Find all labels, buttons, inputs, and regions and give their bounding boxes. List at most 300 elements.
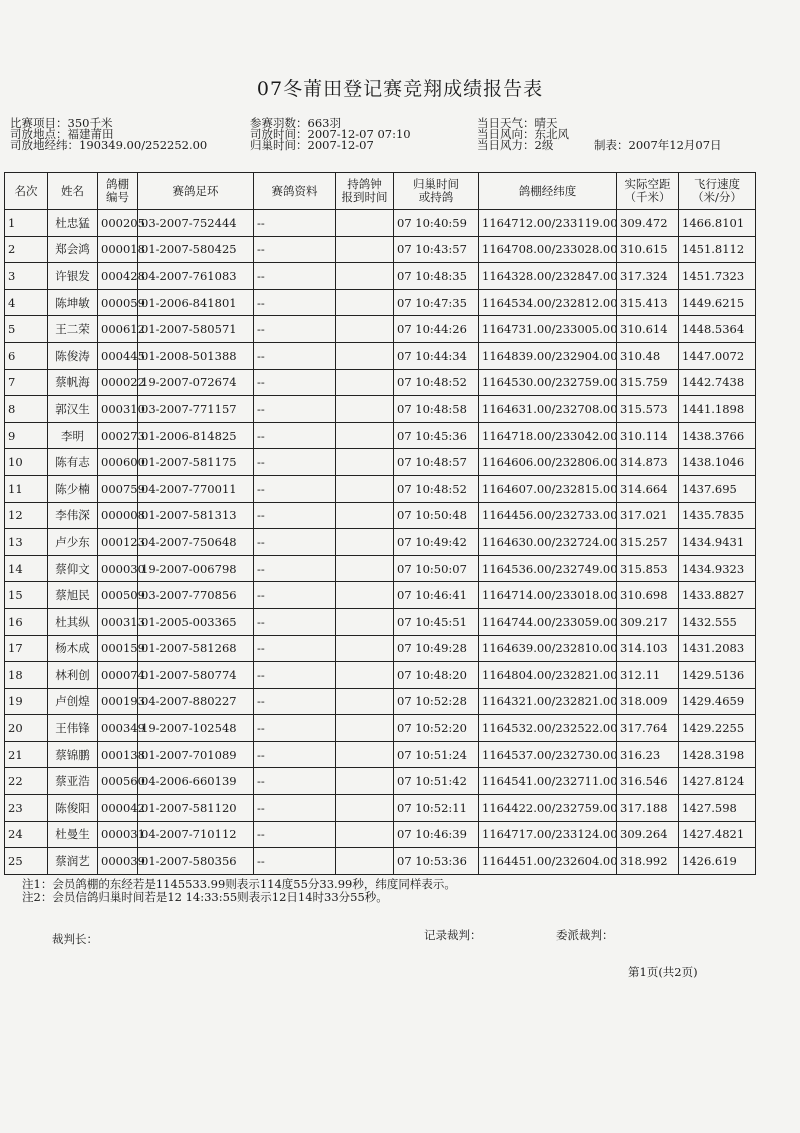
cell-clock (336, 342, 394, 369)
table-row (5, 475, 756, 502)
cell-arrival: 07 10:48:57 (394, 449, 479, 476)
cell-coords: 1164607.00/232815.00 (479, 475, 617, 502)
cell-dist: 309.217 (617, 608, 679, 635)
cell-clock (336, 369, 394, 396)
cell-loft: 000074 (98, 662, 138, 689)
cell-info: -- (254, 210, 336, 237)
cell-info: -- (254, 316, 336, 343)
table-row (5, 795, 756, 822)
table-row (5, 263, 756, 290)
cell-clock (336, 821, 394, 848)
cell-coords: 1164536.00/232749.00 (479, 555, 617, 582)
cell-speed: 1441.1898 (679, 396, 756, 423)
header-info: 赛鸽资料 (254, 173, 336, 210)
cell-clock (336, 316, 394, 343)
cell-name: 蔡仰文 (48, 555, 98, 582)
cell-name: 郭汉生 (48, 396, 98, 423)
cell-name: 蔡润艺 (48, 848, 98, 875)
cell-rank: 10 (5, 449, 48, 476)
cell-dist: 312.11 (617, 662, 679, 689)
cell-name: 杜曼生 (48, 821, 98, 848)
cell-info: -- (254, 396, 336, 423)
cell-clock (336, 289, 394, 316)
cell-loft: 000042 (98, 795, 138, 822)
cell-rank: 23 (5, 795, 48, 822)
cell-dist: 316.546 (617, 768, 679, 795)
cell-arrival: 07 10:52:11 (394, 795, 479, 822)
cell-dist: 310.614 (617, 316, 679, 343)
cell-arrival: 07 10:50:48 (394, 502, 479, 529)
table-row (5, 529, 756, 556)
header-ring: 赛鸽足环 (138, 173, 254, 210)
cell-name: 陈俊涛 (48, 342, 98, 369)
release-location: 司放地点：福建莆田 (10, 127, 114, 141)
cell-dist: 317.324 (617, 263, 679, 290)
cell-name: 蔡旭民 (48, 582, 98, 609)
table-row (5, 210, 756, 237)
table-row (5, 236, 756, 263)
cell-arrival: 07 10:48:20 (394, 662, 479, 689)
race-distance: 比赛项目：350千米 (10, 116, 113, 130)
cell-coords: 1164630.00/232724.00 (479, 529, 617, 556)
cell-speed: 1434.9431 (679, 529, 756, 556)
cell-coords: 1164839.00/232904.00 (479, 342, 617, 369)
cell-ring: 04-2007-880227 (138, 688, 254, 715)
cell-rank: 8 (5, 396, 48, 423)
table-row (5, 688, 756, 715)
cell-speed: 1451.8112 (679, 236, 756, 263)
cell-speed: 1466.8101 (679, 210, 756, 237)
cell-speed: 1427.8124 (679, 768, 756, 795)
cell-dist: 318.992 (617, 848, 679, 875)
cell-speed: 1428.3198 (679, 741, 756, 768)
cell-dist: 315.413 (617, 289, 679, 316)
cell-arrival: 07 10:51:42 (394, 768, 479, 795)
cell-clock (336, 635, 394, 662)
cell-name: 林利创 (48, 662, 98, 689)
cell-ring: 19-2007-102548 (138, 715, 254, 742)
cell-coords: 1164451.00/232604.00 (479, 848, 617, 875)
cell-clock (336, 662, 394, 689)
table-row (5, 316, 756, 343)
cell-ring: 04-2007-710112 (138, 821, 254, 848)
cell-dist: 315.853 (617, 555, 679, 582)
cell-coords: 1164532.00/232522.00 (479, 715, 617, 742)
table-row (5, 582, 756, 609)
cell-loft: 000039 (98, 848, 138, 875)
cell-name: 陈坤敏 (48, 289, 98, 316)
cell-ring: 01-2008-501388 (138, 342, 254, 369)
cell-speed: 1438.1046 (679, 449, 756, 476)
cell-loft: 000428 (98, 263, 138, 290)
cell-loft: 000031 (98, 821, 138, 848)
cell-coords: 1164328.00/232847.00 (479, 263, 617, 290)
cell-info: -- (254, 662, 336, 689)
table-row (5, 396, 756, 423)
header-rank: 名次 (5, 173, 48, 210)
cell-name: 李伟深 (48, 502, 98, 529)
table-row (5, 662, 756, 689)
cell-loft: 000600 (98, 449, 138, 476)
recorder-judge-label: 记录裁判： (424, 928, 482, 942)
cell-rank: 25 (5, 848, 48, 875)
cell-dist: 315.573 (617, 396, 679, 423)
header-dist: 实际空距 （千米） (617, 173, 679, 210)
cell-loft: 000612 (98, 316, 138, 343)
cell-name: 蔡锦鹏 (48, 741, 98, 768)
entry-count: 参赛羽数：663羽 (250, 116, 341, 130)
cell-info: -- (254, 688, 336, 715)
table-header-row (5, 173, 756, 210)
cell-name: 陈俊阳 (48, 795, 98, 822)
cell-speed: 1429.5136 (679, 662, 756, 689)
cell-info: -- (254, 608, 336, 635)
cell-ring: 04-2007-750648 (138, 529, 254, 556)
cell-rank: 7 (5, 369, 48, 396)
cell-arrival: 07 10:45:51 (394, 608, 479, 635)
cell-name: 陈少楠 (48, 475, 98, 502)
chief-judge-label: 裁判长： (52, 932, 98, 946)
cell-info: -- (254, 449, 336, 476)
cell-info: -- (254, 848, 336, 875)
footnote-1: 注1：会员鸽棚的东经若是1145533.99则表示114度55分33.99秒，纬度同样表示。 (22, 877, 456, 891)
cell-coords: 1164456.00/232733.00 (479, 502, 617, 529)
cell-clock (336, 210, 394, 237)
cell-name: 蔡亚浩 (48, 768, 98, 795)
cell-info: -- (254, 715, 336, 742)
cell-ring: 01-2006-841801 (138, 289, 254, 316)
cell-loft: 000159 (98, 635, 138, 662)
cell-dist: 314.103 (617, 635, 679, 662)
page-number: 第1页(共2页) (628, 965, 698, 979)
made-date: 制表：2007年12月07日 (594, 138, 722, 152)
cell-ring: 03-2007-752444 (138, 210, 254, 237)
cell-clock (336, 688, 394, 715)
cell-info: -- (254, 289, 336, 316)
table-row (5, 502, 756, 529)
cell-speed: 1442.7438 (679, 369, 756, 396)
cell-speed: 1427.598 (679, 795, 756, 822)
cell-rank: 12 (5, 502, 48, 529)
cell-clock (336, 475, 394, 502)
table-row (5, 715, 756, 742)
cell-loft: 000205 (98, 210, 138, 237)
cell-info: -- (254, 369, 336, 396)
cell-clock (336, 422, 394, 449)
cell-arrival: 07 10:44:34 (394, 342, 479, 369)
cell-info: -- (254, 821, 336, 848)
cell-clock (336, 396, 394, 423)
cell-rank: 22 (5, 768, 48, 795)
cell-rank: 20 (5, 715, 48, 742)
cell-loft: 000759 (98, 475, 138, 502)
cell-loft: 000030 (98, 555, 138, 582)
cell-loft: 000273 (98, 422, 138, 449)
cell-speed: 1433.8827 (679, 582, 756, 609)
cell-rank: 18 (5, 662, 48, 689)
cell-info: -- (254, 555, 336, 582)
cell-dist: 317.021 (617, 502, 679, 529)
cell-coords: 1164708.00/233028.00 (479, 236, 617, 263)
cell-loft: 000059 (98, 289, 138, 316)
cell-rank: 19 (5, 688, 48, 715)
race-info-left (10, 118, 207, 151)
cell-speed: 1437.695 (679, 475, 756, 502)
cell-name: 杜忠猛 (48, 210, 98, 237)
cell-clock (336, 608, 394, 635)
cell-clock (336, 848, 394, 875)
cell-rank: 14 (5, 555, 48, 582)
return-date: 归巢时间：2007-12-07 (250, 138, 374, 152)
cell-arrival: 07 10:48:52 (394, 475, 479, 502)
cell-name: 李明 (48, 422, 98, 449)
table-row (5, 289, 756, 316)
cell-rank: 6 (5, 342, 48, 369)
table-body (5, 210, 756, 875)
cell-speed: 1448.5364 (679, 316, 756, 343)
cell-coords: 1164606.00/232806.00 (479, 449, 617, 476)
cell-name: 杨木成 (48, 635, 98, 662)
cell-coords: 1164534.00/232812.00 (479, 289, 617, 316)
cell-arrival: 07 10:52:28 (394, 688, 479, 715)
cell-coords: 1164744.00/233059.00 (479, 608, 617, 635)
cell-info: -- (254, 502, 336, 529)
cell-dist: 310.615 (617, 236, 679, 263)
cell-clock (336, 555, 394, 582)
cell-dist: 315.257 (617, 529, 679, 556)
cell-coords: 1164422.00/232759.00 (479, 795, 617, 822)
cell-name: 杜其纵 (48, 608, 98, 635)
cell-clock (336, 768, 394, 795)
cell-name: 许银发 (48, 263, 98, 290)
cell-ring: 19-2007-072674 (138, 369, 254, 396)
wind-force: 当日风力：2级 (477, 138, 554, 152)
cell-coords: 1164537.00/232730.00 (479, 741, 617, 768)
cell-ring: 01-2007-580774 (138, 662, 254, 689)
cell-info: -- (254, 529, 336, 556)
cell-info: -- (254, 236, 336, 263)
cell-rank: 1 (5, 210, 48, 237)
wind-direction: 当日风向：东北风 (477, 127, 569, 141)
cell-dist: 310.698 (617, 582, 679, 609)
cell-coords: 1164541.00/232711.00 (479, 768, 617, 795)
cell-loft: 000123 (98, 529, 138, 556)
cell-clock (336, 795, 394, 822)
cell-coords: 1164639.00/232810.00 (479, 635, 617, 662)
cell-arrival: 07 10:48:35 (394, 263, 479, 290)
cell-ring: 01-2007-580571 (138, 316, 254, 343)
cell-ring: 01-2007-580356 (138, 848, 254, 875)
cell-arrival: 07 10:53:36 (394, 848, 479, 875)
cell-speed: 1432.555 (679, 608, 756, 635)
cell-rank: 5 (5, 316, 48, 343)
cell-arrival: 07 10:50:07 (394, 555, 479, 582)
cell-info: -- (254, 263, 336, 290)
cell-clock (336, 582, 394, 609)
cell-clock (336, 529, 394, 556)
cell-info: -- (254, 795, 336, 822)
table-row (5, 342, 756, 369)
cell-ring: 01-2007-581175 (138, 449, 254, 476)
cell-arrival: 07 10:47:35 (394, 289, 479, 316)
table-row (5, 768, 756, 795)
cell-info: -- (254, 741, 336, 768)
cell-clock (336, 263, 394, 290)
header-name: 姓名 (48, 173, 98, 210)
cell-arrival: 07 10:49:28 (394, 635, 479, 662)
cell-name: 卢少东 (48, 529, 98, 556)
cell-dist: 314.664 (617, 475, 679, 502)
cell-info: -- (254, 422, 336, 449)
cell-ring: 01-2007-581120 (138, 795, 254, 822)
cell-arrival: 07 10:45:36 (394, 422, 479, 449)
cell-name: 陈有志 (48, 449, 98, 476)
cell-clock (336, 715, 394, 742)
cell-clock (336, 502, 394, 529)
cell-arrival: 07 10:52:20 (394, 715, 479, 742)
cell-rank: 11 (5, 475, 48, 502)
cell-speed: 1447.0072 (679, 342, 756, 369)
cell-coords: 1164804.00/232821.00 (479, 662, 617, 689)
cell-loft: 000022 (98, 369, 138, 396)
table-row (5, 449, 756, 476)
cell-loft: 000313 (98, 608, 138, 635)
appointed-judge-label: 委派裁判： (556, 928, 614, 942)
cell-coords: 1164321.00/232821.00 (479, 688, 617, 715)
header-loft: 鸽棚 编号 (98, 173, 138, 210)
table-row (5, 741, 756, 768)
results-table (4, 172, 756, 875)
cell-ring: 04-2007-761083 (138, 263, 254, 290)
cell-speed: 1449.6215 (679, 289, 756, 316)
cell-info: -- (254, 768, 336, 795)
cell-rank: 9 (5, 422, 48, 449)
cell-dist: 315.759 (617, 369, 679, 396)
cell-name: 王二荣 (48, 316, 98, 343)
cell-arrival: 07 10:40:59 (394, 210, 479, 237)
cell-loft: 000138 (98, 741, 138, 768)
table-row (5, 555, 756, 582)
cell-rank: 24 (5, 821, 48, 848)
cell-dist: 310.114 (617, 422, 679, 449)
cell-rank: 15 (5, 582, 48, 609)
footnotes (22, 878, 456, 904)
header-coords: 鸽棚经纬度 (479, 173, 617, 210)
table-row (5, 821, 756, 848)
cell-speed: 1426.619 (679, 848, 756, 875)
table-row (5, 608, 756, 635)
cell-dist: 309.264 (617, 821, 679, 848)
cell-ring: 01-2005-003365 (138, 608, 254, 635)
cell-info: -- (254, 582, 336, 609)
cell-coords: 1164718.00/233042.00 (479, 422, 617, 449)
cell-ring: 01-2007-580425 (138, 236, 254, 263)
cell-name: 卢创煌 (48, 688, 98, 715)
race-info-mid (250, 118, 411, 151)
cell-rank: 3 (5, 263, 48, 290)
header-clock: 持鸽钟 报到时间 (336, 173, 394, 210)
cell-loft: 000560 (98, 768, 138, 795)
cell-info: -- (254, 342, 336, 369)
cell-clock (336, 449, 394, 476)
cell-speed: 1429.4659 (679, 688, 756, 715)
cell-dist: 317.764 (617, 715, 679, 742)
cell-name: 蔡帆海 (48, 369, 98, 396)
cell-speed: 1435.7835 (679, 502, 756, 529)
header-arrival: 归巢时间 或持鸽 (394, 173, 479, 210)
cell-ring: 03-2007-770856 (138, 582, 254, 609)
release-time: 司放时间：2007-12-07 07:10 (250, 127, 411, 141)
cell-loft: 000509 (98, 582, 138, 609)
cell-coords: 1164712.00/233119.00 (479, 210, 617, 237)
cell-ring: 04-2007-770011 (138, 475, 254, 502)
cell-ring: 01-2006-814825 (138, 422, 254, 449)
cell-dist: 316.23 (617, 741, 679, 768)
cell-ring: 03-2007-771157 (138, 396, 254, 423)
cell-coords: 1164717.00/233124.00 (479, 821, 617, 848)
cell-clock (336, 236, 394, 263)
race-info-right (477, 118, 569, 151)
cell-speed: 1434.9323 (679, 555, 756, 582)
cell-rank: 16 (5, 608, 48, 635)
cell-name: 郑会鸿 (48, 236, 98, 263)
table-row (5, 635, 756, 662)
cell-rank: 13 (5, 529, 48, 556)
cell-name: 王伟锋 (48, 715, 98, 742)
report-title: 07冬莆田登记赛竞翔成绩报告表 (256, 78, 544, 100)
release-coordinates: 司放地经纬：190349.00/252252.00 (10, 138, 208, 152)
cell-dist: 317.188 (617, 795, 679, 822)
cell-rank: 17 (5, 635, 48, 662)
cell-dist: 314.873 (617, 449, 679, 476)
cell-rank: 4 (5, 289, 48, 316)
cell-arrival: 07 10:48:52 (394, 369, 479, 396)
cell-arrival: 07 10:43:57 (394, 236, 479, 263)
footnote-2: 注2：会员信鸽归巢时间若是12 14:33:55则表示12日14时33分55秒。 (22, 890, 388, 904)
cell-info: -- (254, 635, 336, 662)
header-speed: 飞行速度 （米/分） (679, 173, 756, 210)
table-row (5, 422, 756, 449)
cell-loft: 000445 (98, 342, 138, 369)
cell-coords: 1164631.00/232708.00 (479, 396, 617, 423)
cell-clock (336, 741, 394, 768)
cell-loft: 000310 (98, 396, 138, 423)
cell-loft: 000018 (98, 236, 138, 263)
cell-coords: 1164714.00/233018.00 (479, 582, 617, 609)
cell-speed: 1429.2255 (679, 715, 756, 742)
cell-loft: 000349 (98, 715, 138, 742)
table-row (5, 369, 756, 396)
cell-dist: 310.48 (617, 342, 679, 369)
cell-dist: 318.009 (617, 688, 679, 715)
cell-coords: 1164530.00/232759.00 (479, 369, 617, 396)
cell-ring: 01-2007-581268 (138, 635, 254, 662)
cell-speed: 1451.7323 (679, 263, 756, 290)
cell-loft: 000008 (98, 502, 138, 529)
cell-ring: 19-2007-006798 (138, 555, 254, 582)
cell-speed: 1427.4821 (679, 821, 756, 848)
cell-ring: 01-2007-581313 (138, 502, 254, 529)
cell-arrival: 07 10:44:26 (394, 316, 479, 343)
cell-rank: 2 (5, 236, 48, 263)
cell-rank: 21 (5, 741, 48, 768)
cell-arrival: 07 10:48:58 (394, 396, 479, 423)
cell-arrival: 07 10:46:39 (394, 821, 479, 848)
cell-info: -- (254, 475, 336, 502)
cell-arrival: 07 10:51:24 (394, 741, 479, 768)
cell-arrival: 07 10:46:41 (394, 582, 479, 609)
cell-speed: 1431.2083 (679, 635, 756, 662)
